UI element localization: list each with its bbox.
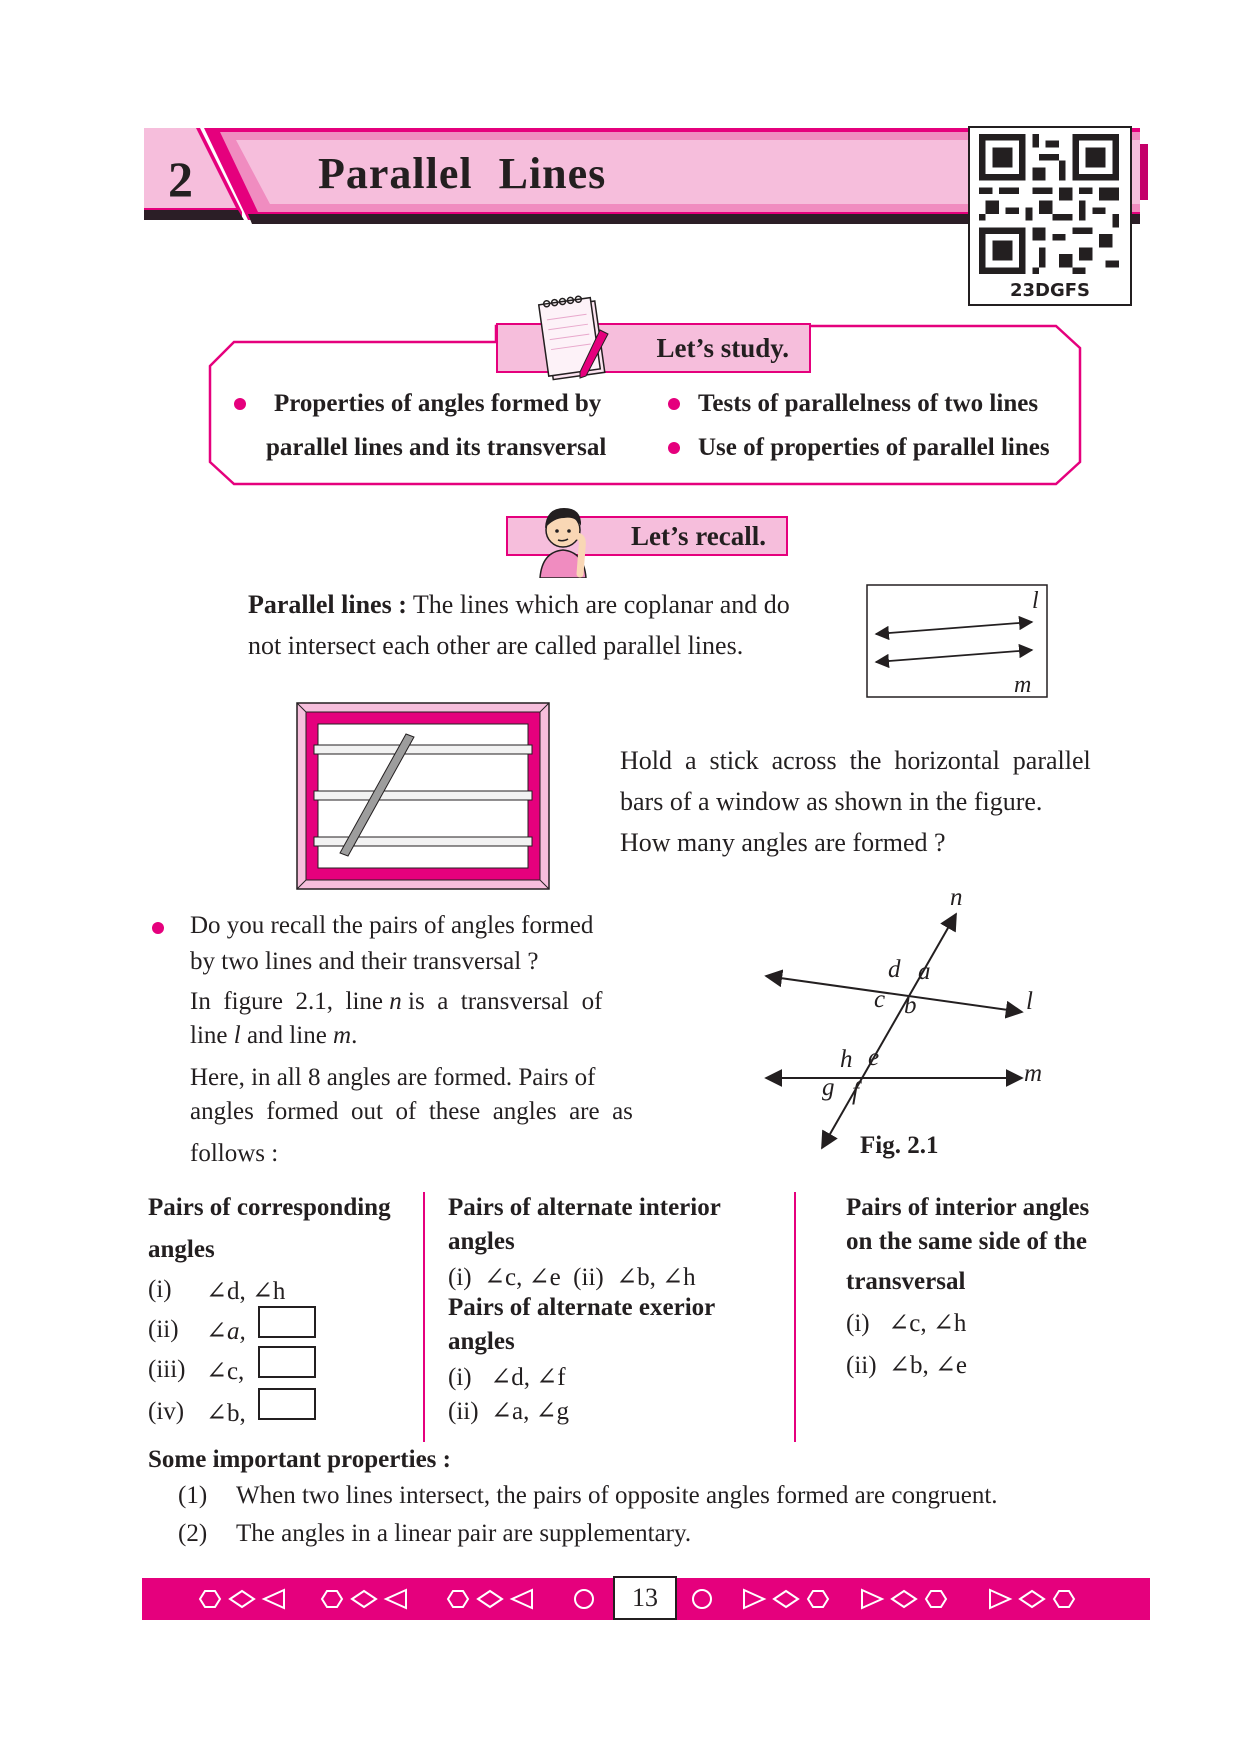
angle-label-c: c <box>874 986 886 1013</box>
definition-term: Parallel lines : <box>248 590 407 619</box>
alternate-interior-heading-2: angles <box>448 1228 515 1255</box>
answer-blank[interactable] <box>258 1346 316 1378</box>
study-item-2: Tests of parallelness of two lines <box>698 390 1039 417</box>
property-num: (2) <box>178 1520 208 1547</box>
figure-caption: Fig. 2.1 <box>860 1132 939 1159</box>
qr-code-text: 23DGFS <box>1009 280 1091 301</box>
definition-text-2: not intersect each other are called parallel lines. <box>248 631 744 660</box>
column-divider <box>423 1192 425 1442</box>
fig-label-m: m <box>1014 672 1032 698</box>
corresponding-item-num: (i) <box>148 1276 172 1303</box>
study-item-3: Use of properties of parallel lines <box>698 434 1050 461</box>
answer-blank[interactable] <box>258 1306 316 1338</box>
answer-blank[interactable] <box>258 1388 316 1420</box>
same-side-heading-1: Pairs of interior angles <box>846 1194 1090 1221</box>
corresponding-item-text: ∠d, ∠h <box>206 1278 286 1305</box>
alternate-interior-items: (i) ∠c, ∠e (ii) ∠b, ∠h <box>448 1264 696 1291</box>
angle-label-h: h <box>840 1046 853 1073</box>
window-text-2: bars of a window as shown in the figure. <box>620 787 1043 816</box>
corresponding-heading-2: angles <box>148 1236 215 1263</box>
definition-line-1 <box>248 584 790 625</box>
qr-code-icon <box>979 134 1119 274</box>
footer-shapes-left-icon <box>196 1586 604 1612</box>
property-text: When two lines intersect, the pairs of opposite angles formed are congruent. <box>236 1482 998 1509</box>
here-line-3: follows : <box>190 1140 279 1167</box>
alternate-exterior-heading-2: angles <box>448 1328 515 1355</box>
study-item-1-line2: parallel lines and its transversal <box>266 434 607 461</box>
angle-label-b: b <box>904 992 917 1019</box>
window-text-1: Hold a stick across the horizontal parallel <box>620 746 1091 775</box>
figure-ref-line-2: line l and line m. <box>190 1022 358 1049</box>
angle-label-a: a <box>918 958 931 985</box>
property-text: The angles in a linear pair are supplementary. <box>236 1520 692 1547</box>
alternate-exterior-heading-1: Pairs of alternate exerior <box>448 1294 716 1321</box>
window-text-3: How many angles are formed ? <box>620 828 946 857</box>
page-number: 13 <box>613 1576 677 1620</box>
alternate-exterior-item-2: (ii) ∠a, ∠g <box>448 1398 570 1425</box>
corresponding-heading-1: Pairs of corresponding <box>148 1194 391 1221</box>
angle-label-f: f <box>852 1078 859 1105</box>
transversal-figure <box>760 900 1030 1160</box>
qr-code[interactable] <box>968 126 1132 306</box>
here-line-2: angles formed out of these angles are as <box>190 1098 633 1125</box>
bullet <box>668 442 680 454</box>
properties-heading: Some important properties : <box>148 1446 451 1473</box>
angle-label-g: g <box>822 1074 835 1101</box>
property-num: (1) <box>178 1482 208 1509</box>
corresponding-item-num: (iv) <box>148 1398 185 1425</box>
study-item-1-line1: Properties of angles formed by <box>274 390 602 417</box>
thinking-boy-icon <box>530 496 596 578</box>
bullet <box>152 922 164 934</box>
notepad-pencil-icon <box>536 294 622 386</box>
alternate-interior-heading-1: Pairs of alternate interior <box>448 1194 721 1221</box>
corresponding-item-text: ∠b, <box>206 1400 246 1427</box>
lets-recall-tag: Let’s recall. <box>506 516 788 556</box>
angle-label-e: e <box>868 1044 880 1071</box>
figure-ref-line-1: In figure 2.1, line n is a transversal of <box>190 988 603 1015</box>
window-stick-illustration <box>296 702 550 890</box>
question-line-1: Do you recall the pairs of angles formed <box>190 912 594 939</box>
fig-label-n: n <box>950 884 963 911</box>
footer-shapes-right-icon <box>686 1586 1092 1612</box>
bullet <box>668 398 680 410</box>
alternate-exterior-item-1: (i) ∠d, ∠f <box>448 1364 566 1391</box>
question-line-2: by two lines and their transversal ? <box>190 948 539 975</box>
same-side-heading-3: transversal <box>846 1268 966 1295</box>
same-side-item-1: (i) ∠c, ∠h <box>846 1310 967 1337</box>
corresponding-item-num: (ii) <box>148 1316 179 1343</box>
fig-label-l: l <box>1032 588 1039 614</box>
same-side-heading-2: on the same side of the <box>846 1228 1087 1255</box>
corresponding-item-text: ∠c, <box>206 1358 245 1385</box>
lets-study-tag: Let’s study. <box>496 323 811 373</box>
chapter-number: 2 <box>168 151 193 207</box>
chapter-title: Parallel Lines <box>318 149 607 198</box>
corresponding-item-text: ∠a, <box>206 1318 246 1345</box>
definition-text-1: The lines which are coplanar and do <box>412 590 790 619</box>
bullet <box>234 398 246 410</box>
here-line-1: Here, in all 8 angles are formed. Pairs of <box>190 1064 596 1091</box>
column-divider <box>794 1192 796 1442</box>
fig-label-m2: m <box>1024 1060 1043 1087</box>
angle-label-d: d <box>888 956 901 983</box>
same-side-item-2: (ii) ∠b, ∠e <box>846 1352 968 1379</box>
fig-label-l2: l <box>1026 988 1033 1015</box>
corresponding-item-num: (iii) <box>148 1356 186 1383</box>
